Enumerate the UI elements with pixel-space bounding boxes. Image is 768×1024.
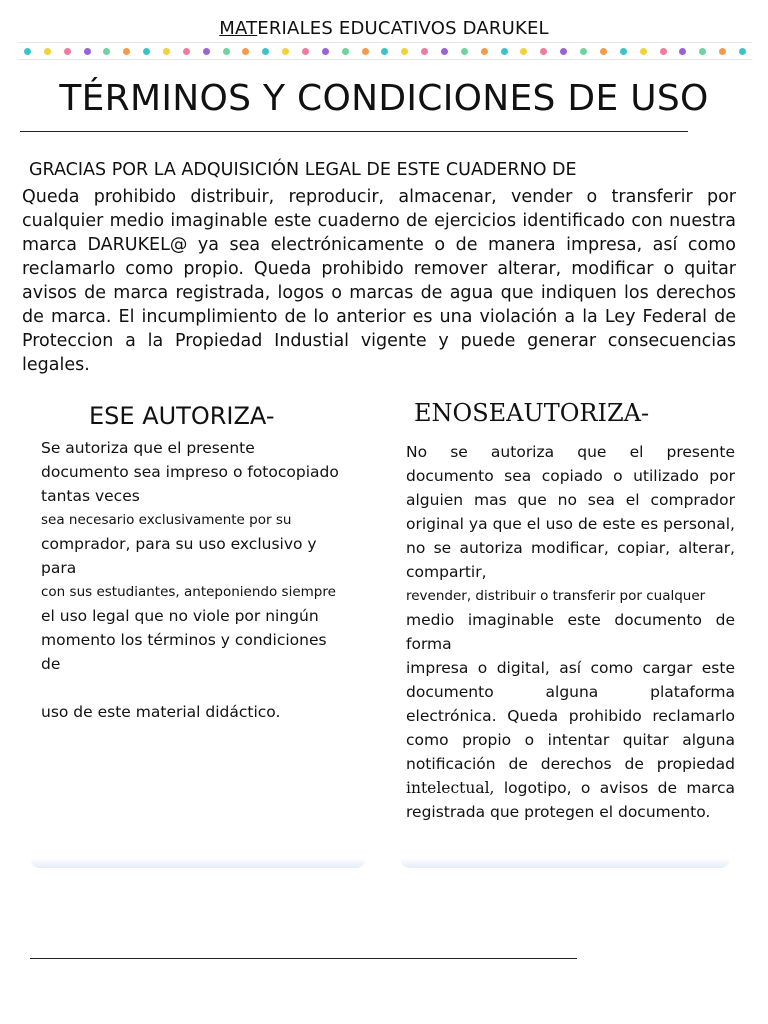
allowed-text-2: sea necesario exclusivamente por su	[41, 512, 292, 528]
border-dot	[262, 48, 269, 55]
border-dot	[600, 48, 607, 55]
allowed-text-3: comprador, para su uso exclusivo y para	[41, 535, 317, 577]
border-dot	[362, 48, 369, 55]
border-dot	[679, 48, 686, 55]
border-dot	[540, 48, 547, 55]
border-dot	[501, 48, 508, 55]
border-dot	[123, 48, 130, 55]
forbidden-text-5: intelectual,	[406, 779, 495, 797]
forbidden-text-4: impresa o digital, así como cargar este documento alguna plataforma electrónica. Queda prohibido reclamarlo como propio o intentar quitar alguna notificación de derechos de propiedad	[406, 659, 735, 773]
footer-divider	[30, 958, 577, 959]
border-dot	[84, 48, 91, 55]
border-dot	[660, 48, 667, 55]
forbidden-text-2: revender, distribuir o transferir por cualquer	[406, 588, 706, 604]
border-dot	[699, 48, 706, 55]
border-dot	[143, 48, 150, 55]
decorative-dot-border	[18, 42, 752, 60]
border-dot	[44, 48, 51, 55]
border-dot	[322, 48, 329, 55]
forbidden-heading: ENOSEAUTORIZA-	[414, 399, 650, 427]
border-dot	[580, 48, 587, 55]
border-dot	[282, 48, 289, 55]
border-dot	[719, 48, 726, 55]
intro-paragraph: Queda prohibido distribuir, reproducir, almacenar, vender o transferir por cualquier medio imaginable este cuaderno de ejercicios identificado con nuestra marca DARUKEL@ ya sea electrónicamente o de manera impresa, así como reclamarlo como propio. Queda prohibido remover alterar, modificar o quitar avisos de marca registrada, logos o marcas de agua que indiquen los derechos de marca. El incumplimiento de lo anterior es una violación a la Ley Federal de Proteccion a la Propiedad Industial vigente y puede generar consecuencias legales.	[22, 187, 736, 375]
border-dot	[64, 48, 71, 55]
border-dot	[183, 48, 190, 55]
allowed-text-5: el uso legal que no viole por ningún momento los términos y condiciones de	[41, 607, 327, 673]
forbidden-text-3: medio imaginable este documento de forma	[406, 611, 735, 653]
border-dot	[302, 48, 309, 55]
allowed-text-4: con sus estudiantes, anteponiendo siempre	[41, 584, 336, 600]
border-dot	[381, 48, 388, 55]
border-dot	[401, 48, 408, 55]
border-dot	[441, 48, 448, 55]
border-dot	[560, 48, 567, 55]
border-dot	[739, 48, 746, 55]
border-dot	[620, 48, 627, 55]
border-dot	[203, 48, 210, 55]
border-dot	[242, 48, 249, 55]
border-dot	[163, 48, 170, 55]
allowed-section	[41, 436, 343, 724]
border-dot	[103, 48, 110, 55]
border-dot	[640, 48, 647, 55]
thanks-statement: GRACIAS POR LA ADQUISICIÓN LEGAL DE ESTE CUADERNO DE	[29, 160, 577, 180]
forbidden-card-edge	[400, 858, 730, 868]
border-dot	[461, 48, 468, 55]
title-divider	[20, 131, 688, 132]
border-dot	[481, 48, 488, 55]
border-dot	[520, 48, 527, 55]
border-dot	[223, 48, 230, 55]
header-brand-rest: ERIALES EDUCATIVOS DARUKEL	[257, 18, 549, 39]
allowed-card-edge	[30, 858, 366, 868]
border-dot	[421, 48, 428, 55]
page-title: TÉRMINOS Y CONDICIONES DE USO	[59, 78, 709, 119]
border-dot	[342, 48, 349, 55]
forbidden-section	[406, 440, 735, 824]
allowed-heading: ESE AUTORIZA-	[89, 402, 275, 430]
header-brand	[0, 18, 768, 39]
header-brand-underlined: MAT	[219, 18, 258, 39]
forbidden-text-6: logotipo, o avisos de marca registrada que protegen el documento.	[406, 779, 735, 821]
border-dot	[24, 48, 31, 55]
forbidden-text-1: No se autoriza que el presente documento sea copiado o utilizado por alguien mas que no sea el comprador original ya que el uso de este es personal, no se autoriza modificar, copiar, alterar, compartir,	[406, 443, 735, 581]
allowed-text-6: uso de este material didáctico.	[41, 703, 281, 721]
allowed-text-1: Se autoriza que el presente documento sea impreso o fotocopiado tantas veces	[41, 439, 339, 505]
